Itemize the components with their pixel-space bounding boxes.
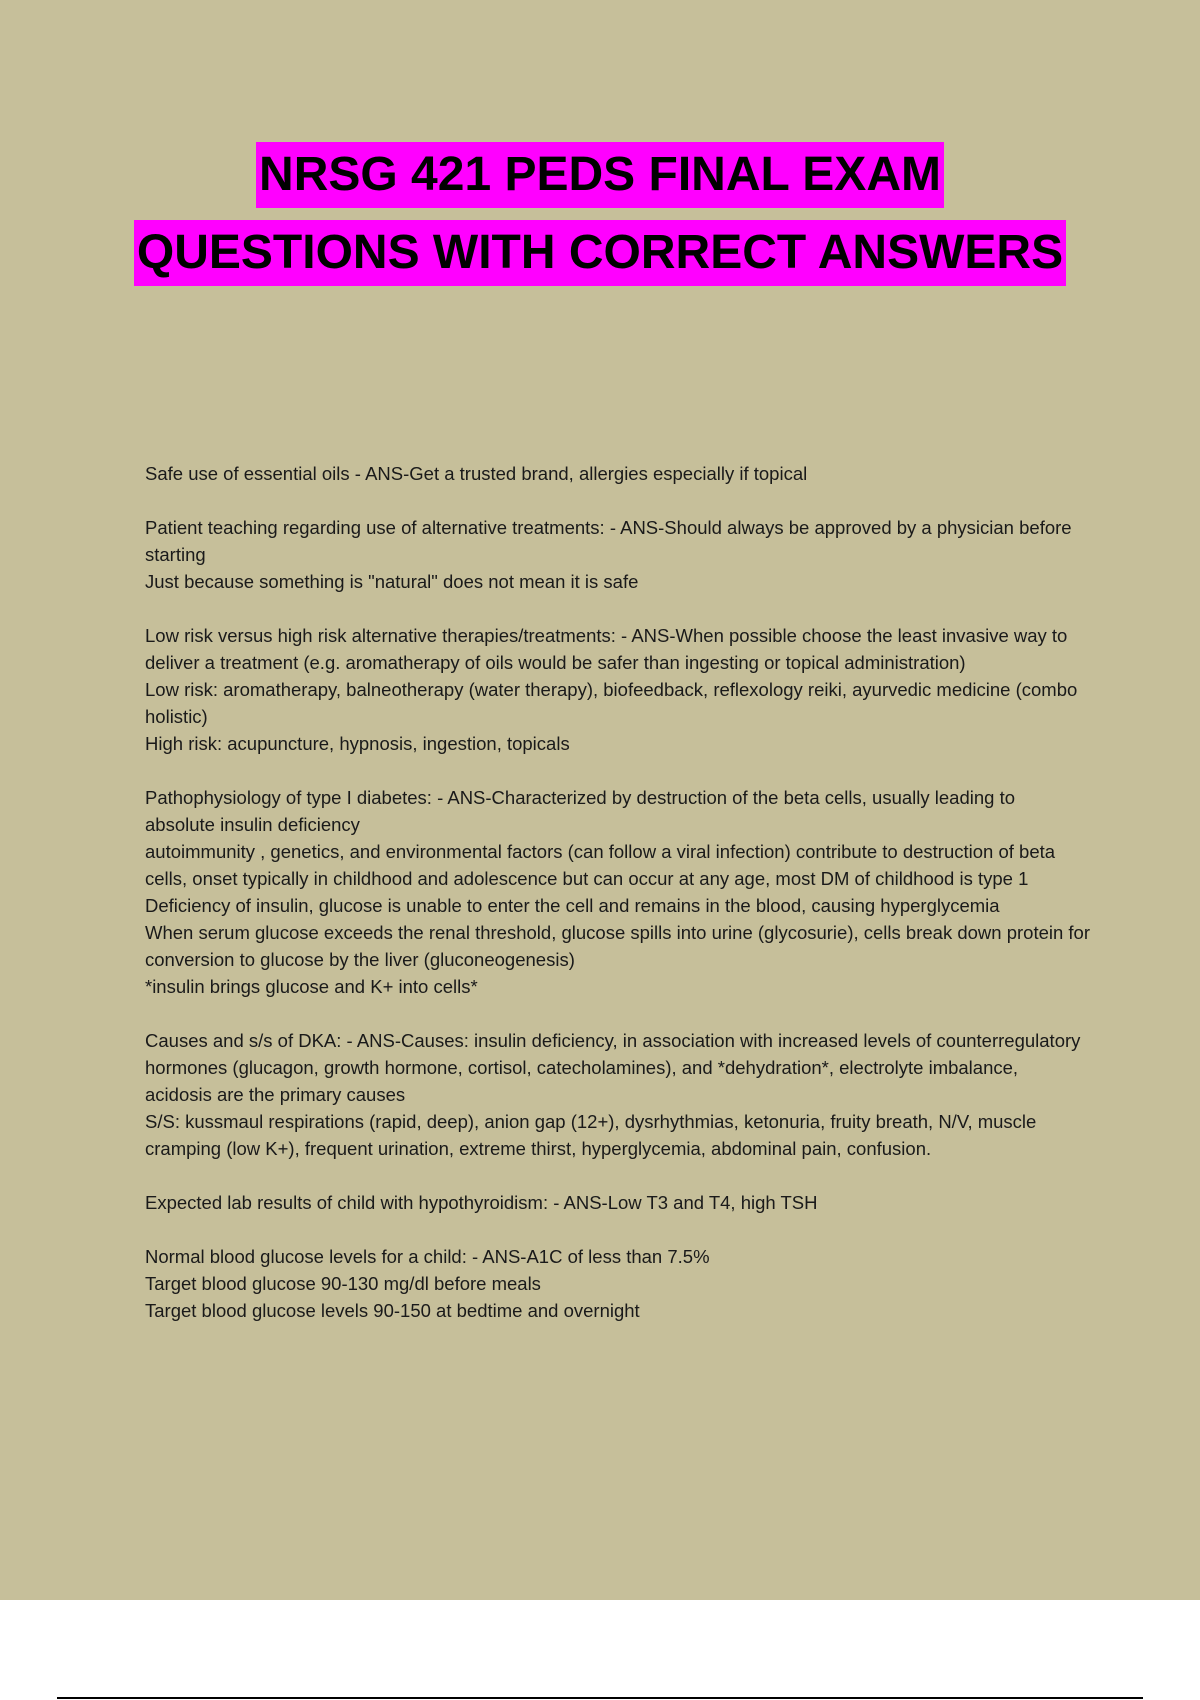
qa-line: Causes and s/s of DKA: - ANS-Causes: insulin deficiency, in association with increased levels of counterregulatory hormones (glucagon, growth hormone, cortisol, catecholamines), and *dehydration*, electrolyte imbalance, acidosis are the primary causes bbox=[145, 1030, 1081, 1105]
qa-entry bbox=[145, 1189, 1090, 1216]
document-title bbox=[0, 142, 1200, 298]
qa-entry bbox=[145, 784, 1090, 1000]
qa-line: Target blood glucose 90-130 mg/dl before meals bbox=[145, 1273, 541, 1294]
qa-list bbox=[145, 460, 1090, 1351]
qa-line: S/S: kussmaul respirations (rapid, deep), anion gap (12+), dysrhythmias, ketonuria, fruity breath, N/V, muscle cramping (low K+), frequent urination, extreme thirst, hyperglycemia, abdominal pain, confusion. bbox=[145, 1111, 1037, 1159]
qa-line: High risk: acupuncture, hypnosis, ingestion, topicals bbox=[145, 733, 570, 754]
qa-line: Target blood glucose levels 90-150 at bedtime and overnight bbox=[145, 1300, 640, 1321]
qa-line: Low risk: aromatherapy, balneotherapy (water therapy), biofeedback, reflexology reiki, ayurvedic medicine (combo holistic) bbox=[145, 679, 1078, 727]
qa-entry bbox=[145, 622, 1090, 757]
qa-line: Low risk versus high risk alternative therapies/treatments: - ANS-When possible choose the least invasive way to deliver a treatment (e.g. aromatherapy of oils would be safer than ingesting or topical administration) bbox=[145, 625, 1068, 673]
qa-line: Expected lab results of child with hypothyroidism: - ANS-Low T3 and T4, high TSH bbox=[145, 1192, 818, 1213]
title-line-2: QUESTIONS WITH CORRECT ANSWERS bbox=[134, 220, 1066, 286]
qa-entry bbox=[145, 1243, 1090, 1324]
qa-line: When serum glucose exceeds the renal threshold, glucose spills into urine (glycosurie), cells break down protein for conversion to glucose by the liver (gluconeogenesis) bbox=[145, 922, 1090, 970]
qa-line: *insulin brings glucose and K+ into cells* bbox=[145, 976, 478, 997]
qa-line: autoimmunity , genetics, and environmental factors (can follow a viral infection) contribute to destruction of beta cells, onset typically in childhood and adolescence but can occur at any age, most DM of childhood is type 1 bbox=[145, 841, 1056, 889]
footer-divider bbox=[57, 1697, 1143, 1699]
qa-line: Normal blood glucose levels for a child: - ANS-A1C of less than 7.5% bbox=[145, 1246, 710, 1267]
qa-entry bbox=[145, 514, 1090, 595]
qa-entry bbox=[145, 460, 1090, 487]
qa-entry bbox=[145, 1027, 1090, 1162]
qa-line: Deficiency of insulin, glucose is unable to enter the cell and remains in the blood, causing hyperglycemia bbox=[145, 895, 1000, 916]
title-line-1: NRSG 421 PEDS FINAL EXAM bbox=[256, 142, 944, 208]
qa-line: Patient teaching regarding use of alternative treatments: - ANS-Should always be approved by a physician before starting bbox=[145, 517, 1072, 565]
qa-line: Just because something is "natural" does not mean it is safe bbox=[145, 571, 639, 592]
qa-line: Safe use of essential oils - ANS-Get a trusted brand, allergies especially if topical bbox=[145, 463, 808, 484]
qa-line: Pathophysiology of type I diabetes: - ANS-Characterized by destruction of the beta cells, usually leading to absolute insulin deficiency bbox=[145, 787, 1015, 835]
